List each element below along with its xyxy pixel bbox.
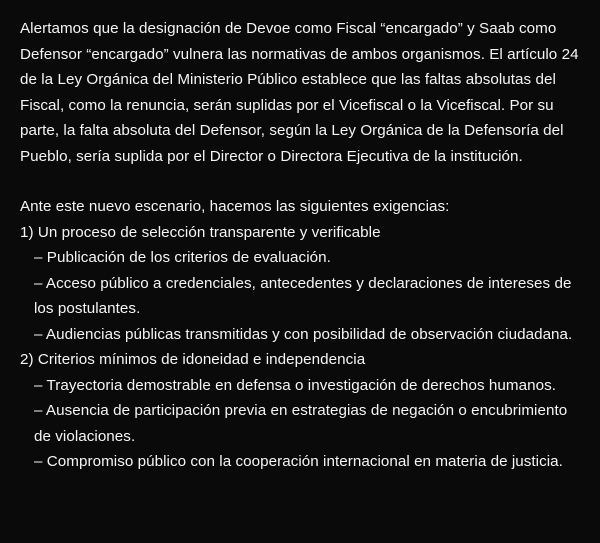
paragraph-spacer — [20, 169, 580, 194]
list-item: 2) Criterios mínimos de idoneidad e independencia — [20, 351, 366, 368]
paragraph-alert: Alertamos que la designación de Devoe como Fiscal “encargado” y Saab como Defensor “encargado” vulnera las normativas de ambos organismos. El artículo 24 de la Ley Orgánica del Ministerio Público establece que las faltas absolutas del Fiscal, como la renuncia, serán suplidas por el Vicefiscal o la Vicefiscal. Por su parte, la falta absoluta del Defensor, según la Ley Orgánica de la Defensoría del Pueblo, sería suplida por el Director o Directora Ejecutiva de la institución. — [20, 20, 579, 165]
demands-intro: Ante este nuevo escenario, hacemos las siguientes exigencias: — [20, 198, 450, 215]
list-item: 1) Un proceso de selección transparente y verificable — [20, 223, 381, 241]
list-item: – Publicación de los criterios de evaluación. — [34, 249, 331, 266]
list-item: – Acceso público a credenciales, antecedentes y declaraciones de intereses de los postulantes. — [34, 274, 572, 317]
list-item: – Ausencia de participación previa en estrategias de negación o encubrimiento de violaciones. — [34, 402, 568, 445]
list-item: – Compromiso público con la cooperación internacional en materia de justicia. — [34, 453, 563, 470]
list-item: – Audiencias públicas transmitidas y con posibilidad de observación ciudadana. — [34, 325, 573, 343]
list-item: – Trayectoria demostrable en defensa o investigación de derechos humanos. — [34, 376, 557, 394]
demands-list — [20, 220, 580, 475]
